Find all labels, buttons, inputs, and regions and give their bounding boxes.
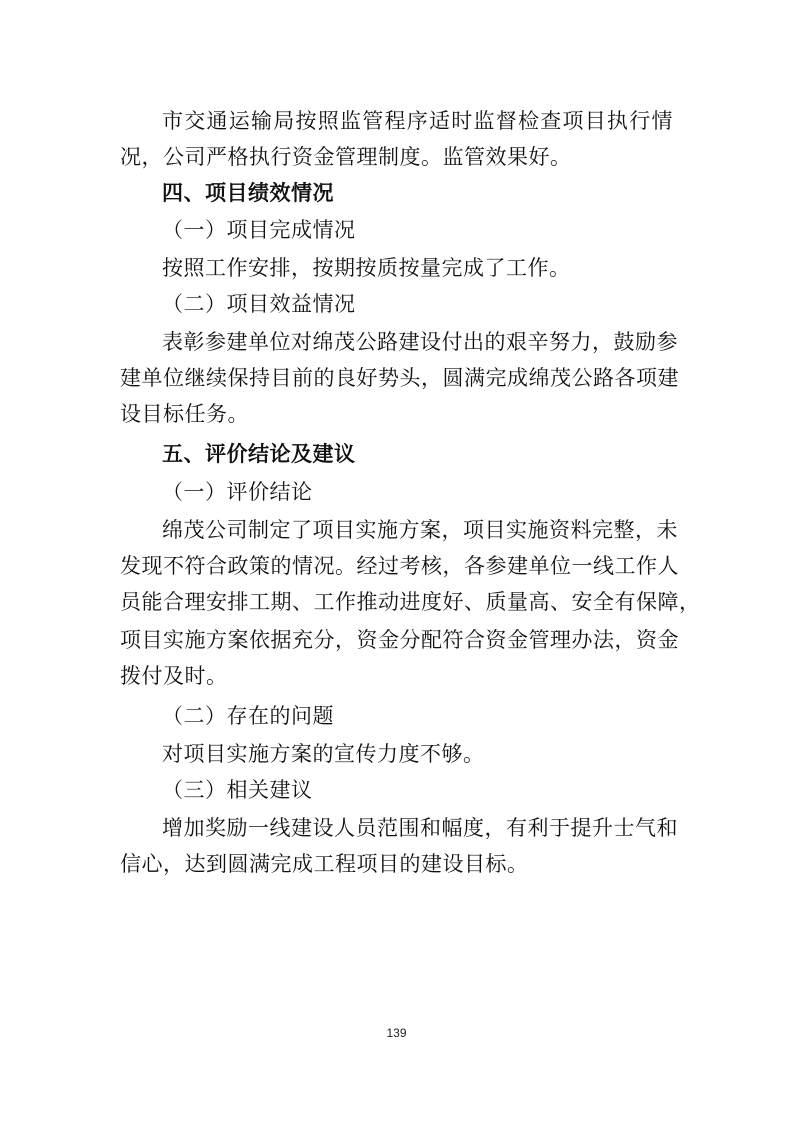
paragraph-line: 对项目实施方案的宣传力度不够。 <box>162 742 485 766</box>
paragraph-line: 按照工作安排，按期按质按量完成了工作。 <box>162 256 571 280</box>
paragraph-line: 设目标任务。 <box>120 402 249 426</box>
subsection-heading: （一）项目完成情况 <box>162 218 356 242</box>
paragraph-line: 况，公司严格执行资金管理制度。监管效果好。 <box>120 145 572 169</box>
subsection-heading: （二）存在的问题 <box>162 704 334 728</box>
section-heading: 五、评价结论及建议 <box>162 442 356 466</box>
subsection-heading: （一）评价结论 <box>162 480 313 504</box>
subsection-heading: （三）相关建议 <box>162 778 313 802</box>
paragraph-line: 项目实施方案依据充分，资金分配符合资金管理办法，资金 <box>120 628 679 652</box>
page-number: 139 <box>386 1026 407 1040</box>
paragraph-line: 建单位继续保持目前的良好势头，圆满完成绵茂公路各项建 <box>120 366 679 390</box>
subsection-heading: （二）项目效益情况 <box>162 292 356 316</box>
paragraph-line: 信心，达到圆满完成工程项目的建设目标。 <box>120 852 529 876</box>
paragraph-line: 拨付及时。 <box>120 664 228 688</box>
paragraph-line: 市交通运输局按照监管程序适时监督检查项目执行情 <box>162 109 673 133</box>
paragraph-line: 表彰参建单位对绵茂公路建设付出的艰辛努力，鼓励参 <box>162 330 678 354</box>
paragraph-line: 员能合理安排工期、工作推动进度好、质量高、安全有保障， <box>120 590 701 614</box>
paragraph-line: 增加奖励一线建设人员范围和幅度，有利于提升士气和 <box>162 816 678 840</box>
paragraph-line: 绵茂公司制定了项目实施方案，项目实施资料完整，未 <box>162 518 678 542</box>
paragraph-line: 发现不符合政策的情况。经过考核，各参建单位一线工作人 <box>120 554 679 578</box>
section-heading: 四、项目绩效情况 <box>162 181 334 205</box>
